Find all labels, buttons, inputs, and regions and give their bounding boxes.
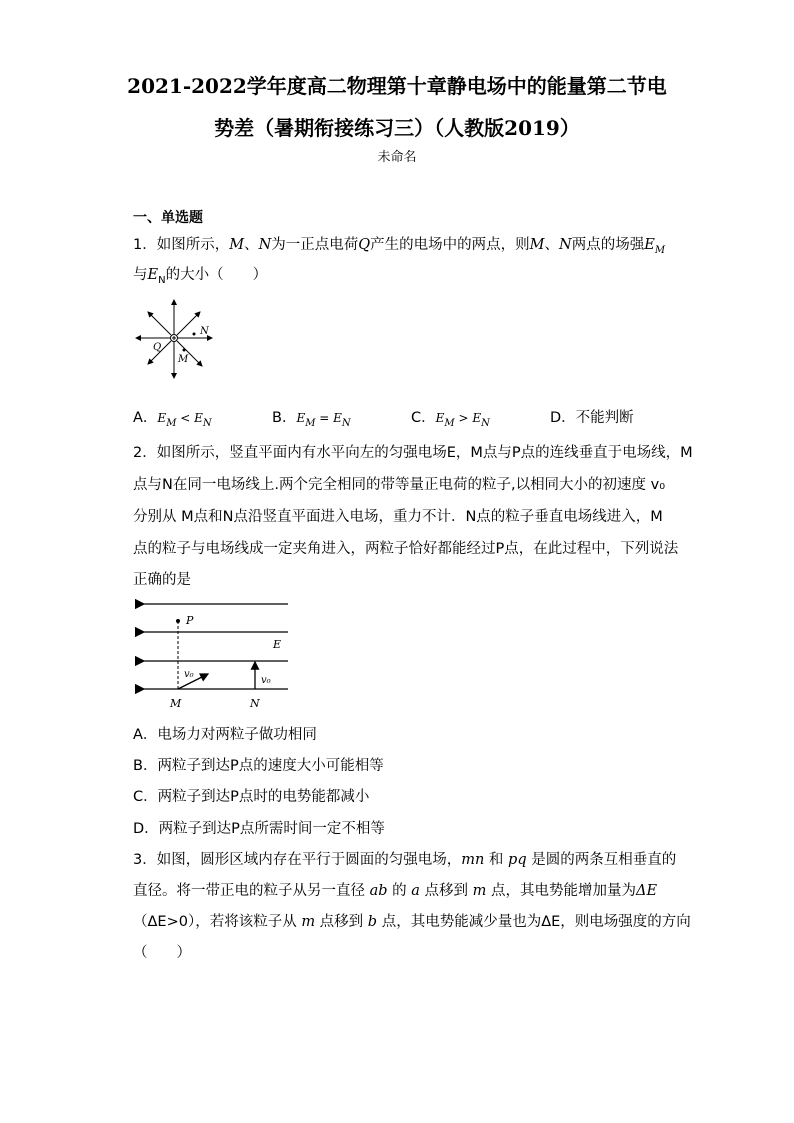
q1-line-1: 1．如图所示，M、N为一正点电荷Q产生的电场中的两点，则M、N两点的场强$E_M$: [133, 237, 666, 256]
q2-line-2: 点与N在同一电场线上.两个完全相同的带等量正电荷的粒子,以相同大小的初速度 v₀: [133, 477, 666, 493]
point-m: [183, 349, 186, 352]
title-line-1: 2021-2022学年度高二物理第十章静电场中的能量第二节电: [127, 74, 667, 98]
q2-line-3: 分别从 M点和N点沿竖直平面进入电场，重力不计．N点的粒子垂直电场线进入，M: [133, 509, 663, 525]
field-lines: [136, 300, 212, 378]
q1-line-2: 与$E_N$的大小（ ）: [133, 267, 268, 286]
label-p: P: [186, 614, 194, 627]
q1-option-c[interactable]: C．$E_M > E_N$: [411, 410, 490, 429]
q3-line-2: 直径。将一带正电的粒子从另一直径 ab 的 a 点移到 m 点，其电势能增加量为ΔE: [133, 883, 658, 899]
q2-option-a[interactable]: A．电场力对两粒子做功相同: [133, 727, 317, 743]
label-n: N: [250, 697, 260, 710]
q2-line-4: 点的粒子与电场线成一定夹角进入，两粒子恰好都能经过P点，在此过程中，下列说法: [133, 541, 679, 557]
label-m: M: [178, 354, 189, 365]
point-n: [193, 333, 196, 336]
label-n: N: [200, 326, 209, 337]
label-v0-m: v₀: [184, 669, 194, 680]
q2-line-1: 2．如图所示，竖直平面内有水平向左的匀强电场E，M点与P点的连线垂直于电场线，M: [133, 445, 693, 461]
q1-option-a[interactable]: A．$E_M < E_N$: [133, 410, 212, 429]
label-m: M: [170, 697, 182, 710]
label-v0-n: v₀: [261, 675, 271, 686]
point-p: [176, 619, 180, 623]
subtitle: 未命名: [377, 150, 417, 165]
title-line-2: 势差（暑期衔接练习三）（人教版2019）: [214, 116, 580, 140]
q1-field-figure: [130, 298, 220, 382]
section-heading: 一、单选题: [133, 210, 203, 226]
q2-option-c[interactable]: C．两粒子到达P点时的电势能都减小: [133, 789, 370, 805]
q1-option-b[interactable]: B．$E_M = E_N$: [272, 410, 351, 429]
q2-option-d[interactable]: D．两粒子到达P点所需时间一定不相等: [133, 821, 385, 837]
q2-field-figure: [130, 596, 295, 711]
q3-line-4: （ ）: [133, 945, 191, 961]
q3-line-1: 3．如图，圆形区域内存在平行于圆面的匀强电场，mn 和 pq 是圆的两条互相垂直的: [133, 852, 677, 868]
q2-option-b[interactable]: B．两粒子到达P点的速度大小可能相等: [133, 758, 384, 774]
label-q: Q: [153, 342, 162, 353]
q3-line-3: （ΔE>0），若将该粒子从 m 点移到 b 点，其电势能减少量也为ΔE，则电场强度的方向: [133, 914, 691, 930]
q2-line-5: 正确的是: [133, 572, 191, 588]
q1-option-d[interactable]: D．不能判断: [550, 410, 634, 426]
label-e: E: [273, 638, 282, 651]
